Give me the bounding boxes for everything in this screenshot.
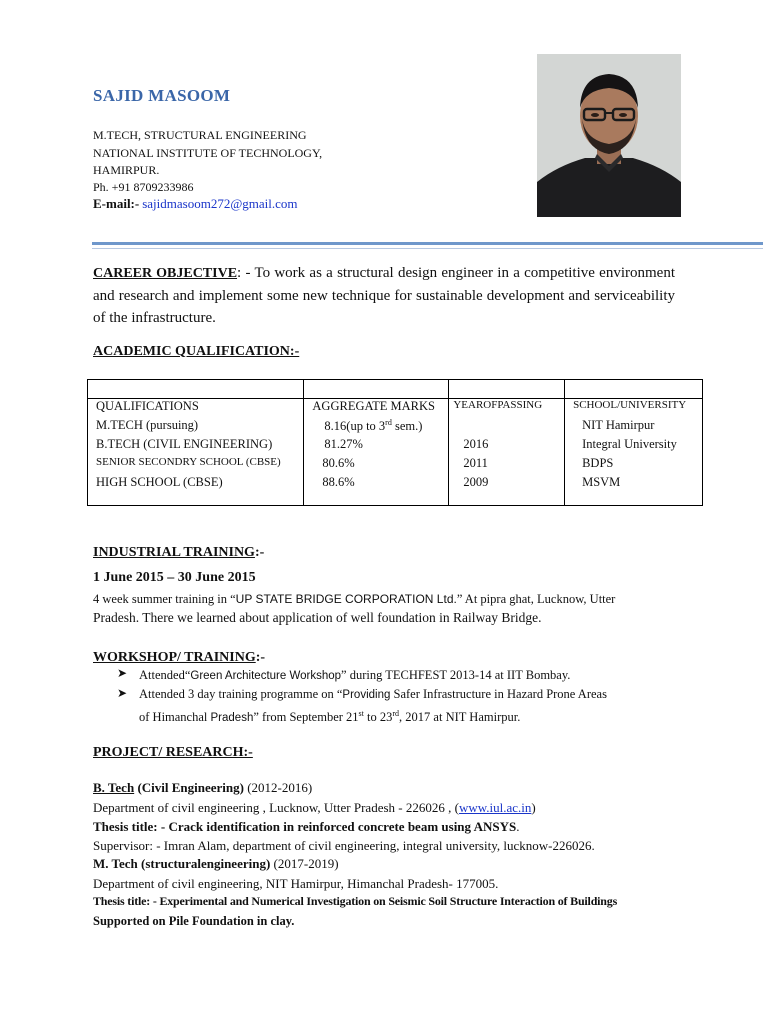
workshop-text: of Himanchal [139, 710, 211, 725]
btech-line [93, 778, 312, 798]
academic-title: ACADEMIC QUALIFICATION:- [93, 344, 300, 359]
training-company: UP STATE BRIDGE CORPORATION Ltd. [235, 592, 457, 606]
arrow-bullet-icon: ➤ [117, 686, 128, 700]
objective-title: CAREER OBJECTIVE [93, 266, 238, 281]
workshop-word: Providing [342, 689, 391, 701]
training-dates: 1 June 2015 – 30 June 2015 [93, 570, 256, 585]
btech-thesis [93, 817, 519, 837]
workshop-text-end: ” during TECHFEST 2013-14 at IIT Bombay. [341, 668, 571, 682]
industrial-suffix: :- [254, 545, 265, 560]
btech-dept-end: ) [531, 800, 536, 815]
workshop-word: Pradesh [210, 712, 254, 725]
header-qualifications: QUALIFICATIONS [88, 399, 304, 419]
objective-text: : - To work as a structural design engineer in a competitive environment and research and implement some new technique for sustainable development and serviceability of the infrastructure. [93, 265, 675, 326]
qualification: HIGH SCHOOL (CBSE) [88, 475, 304, 506]
table-cell [88, 380, 304, 399]
btech-branch: (Civil Engineering) [134, 780, 244, 795]
qualification: B.TECH (CIVIL ENGINEERING) [88, 437, 304, 456]
project-heading [93, 743, 253, 761]
workshop-text: to 23 [363, 710, 393, 725]
school: Integral University [565, 437, 703, 456]
academic-table [87, 379, 703, 506]
qualification: SENIOR SECONDRY SCHOOL (CBSE) [88, 456, 304, 475]
phone: Ph. +91 8709233986 [93, 180, 194, 194]
school: MSVM [565, 475, 703, 506]
table-row [88, 456, 703, 475]
table-cell [565, 380, 703, 399]
marks-sup: rd [385, 418, 392, 427]
btech-dept-text: Department of civil engineering , Lucknow, Utter Pradesh - 226026 , ( [93, 800, 459, 815]
workshop-title: WORKSHOP/ TRAINING [93, 650, 256, 665]
workshop-text-cont: Safer Infrastructure in Hazard Prone Areas [390, 687, 607, 701]
mtech-years: (2017-2019) [270, 856, 339, 871]
profile-photo [537, 54, 681, 217]
email-link[interactable]: sajidmasoom272@gmail.com [142, 196, 298, 211]
workshop-name: Green Architecture Workshop [190, 670, 342, 682]
mtech-label: M. Tech (structuralengineering) [93, 856, 271, 871]
marks: 88.6% [304, 475, 449, 506]
training-line-1 [93, 589, 615, 609]
marks [304, 418, 449, 437]
header-aggregate-marks: AGGREGATE MARKS [304, 399, 449, 419]
table-row [88, 418, 703, 437]
workshop-sup: rd [392, 709, 400, 718]
btech-supervisor: Supervisor: - Imran Alam, department of civil engineering, integral university, lucknow-226026. [93, 838, 595, 853]
btech-years: (2012-2016) [243, 780, 313, 795]
school: NIT Hamirpur [565, 418, 703, 437]
year [449, 418, 565, 437]
training-line-2: Pradesh. There we learned about application of well foundation in Railway Bridge. [93, 610, 542, 625]
header-divider [92, 242, 763, 245]
btech-label: B. Tech [93, 780, 135, 795]
qualification: M.TECH (pursuing) [88, 418, 304, 437]
training-text-end: ” At pipra ghat, Lucknow, Utter [456, 592, 616, 606]
workshop-item [139, 665, 570, 686]
table-cell [304, 380, 449, 399]
email-line [93, 195, 298, 213]
workshop-sup: st [358, 709, 364, 718]
workshop-suffix: :- [255, 650, 266, 665]
year: 2016 [449, 437, 565, 456]
btech-dept [93, 798, 536, 818]
workshop-text: ” from September 21 [253, 710, 359, 725]
mtech-thesis-line-2: Supported on Pile Foundation in clay. [93, 914, 295, 928]
workshop-item-cont [139, 704, 520, 728]
workshop-item [139, 684, 607, 705]
email-label: E-mail:- [93, 196, 140, 211]
table-cell [449, 380, 565, 399]
workshop-text: Attended 3 day training programme on “ [139, 687, 343, 701]
marks: 80.6% [304, 456, 449, 475]
workshop-heading [93, 648, 265, 666]
school: BDPS [565, 456, 703, 475]
career-objective [93, 262, 675, 329]
university-link[interactable]: www.iul.ac.in [458, 800, 532, 815]
academic-heading [93, 342, 299, 360]
header-school: SCHOOL/UNIVERSITY [565, 399, 703, 419]
city: HAMIRPUR. [93, 163, 160, 177]
mtech-dept: Department of civil engineering, NIT Hamirpur, Himanchal Pradesh- 177005. [93, 876, 499, 891]
arrow-bullet-icon: ➤ [117, 666, 128, 680]
marks-text-end: sem.) [391, 419, 423, 434]
marks-text: 8.16(up to 3 [324, 419, 386, 434]
project-title: PROJECT/ RESEARCH:- [93, 745, 253, 760]
industrial-heading [93, 543, 264, 561]
candidate-name: SAJID MASOOM [93, 86, 231, 105]
workshop-text-end: , 2017 at NIT Hamirpur. [399, 710, 521, 725]
mtech-line [93, 854, 339, 874]
table-row [88, 475, 703, 506]
workshop-text: Attended“ [139, 668, 191, 682]
btech-thesis-title: Thesis title: - Crack identification in reinforced concrete beam using ANSYS [93, 819, 517, 834]
industrial-title: INDUSTRIAL TRAINING [93, 545, 255, 560]
year: 2009 [449, 475, 565, 506]
degree: M.TECH, STRUCTURAL ENGINEERING [93, 128, 307, 142]
year: 2011 [449, 456, 565, 475]
header-year: YEAROFPASSING [449, 399, 565, 419]
institute: NATIONAL INSTITUTE OF TECHNOLOGY, [93, 146, 323, 160]
marks: 81.27% [304, 437, 449, 456]
btech-thesis-end: . [516, 819, 520, 834]
training-text: 4 week summer training in “ [93, 592, 236, 606]
table-header-row [88, 399, 703, 419]
mtech-thesis-line-1: Thesis title: - Experimental and Numerical Investigation on Seismic Soil Structure Interaction of Buildings [93, 894, 618, 908]
table-row [88, 437, 703, 456]
header-divider-shadow [92, 248, 763, 249]
